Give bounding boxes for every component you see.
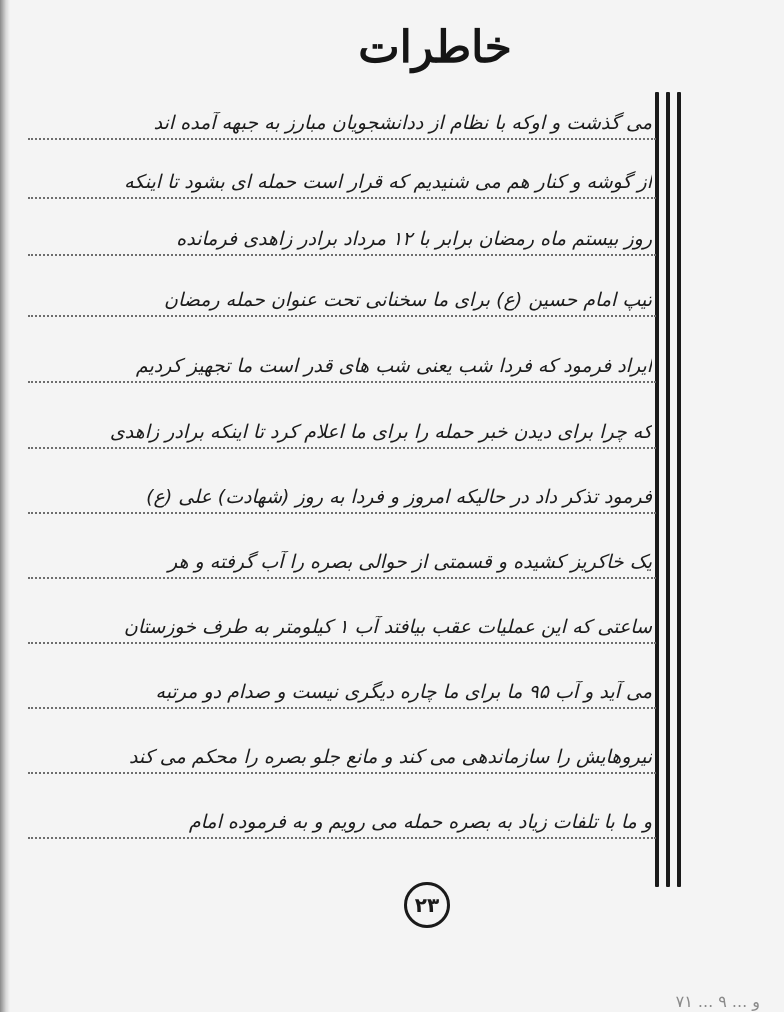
line-text: و ما با تلفات زیاد به بصره حمله می رویم و به فرموده امام xyxy=(188,811,652,833)
margin-rule-3 xyxy=(677,92,681,887)
handwritten-line xyxy=(28,415,656,449)
dotted-rule xyxy=(28,315,656,317)
dotted-rule xyxy=(28,707,656,709)
dotted-rule xyxy=(28,837,656,839)
line-text: که چرا برای دیدن خبر حمله را برای ما اعلام کرد تا اینکه برادر زاهدی xyxy=(109,421,652,443)
handwritten-line xyxy=(28,106,656,140)
margin-rule-2 xyxy=(666,92,670,887)
handwritten-line xyxy=(28,480,656,514)
dotted-rule xyxy=(28,512,656,514)
line-text: از گوشه و کنار هم می شنیدیم که قرار است حمله ای بشود تا اینکه xyxy=(124,171,652,193)
dotted-rule xyxy=(28,642,656,644)
handwritten-line xyxy=(28,740,656,774)
bleed-through-text: و ... ۹ ... ۷۱ xyxy=(675,992,760,1011)
line-text: نیروهایش را سازماندهی می کند و مانع جلو بصره را محکم می کند xyxy=(128,746,652,768)
line-text: روز بیستم ماه رمضان برابر با ۱۲ مرداد برادر زاهدی فرمانده xyxy=(176,228,652,250)
handwritten-line xyxy=(28,805,656,839)
handwritten-line xyxy=(28,283,656,317)
page-number: ۲۳ xyxy=(414,893,440,917)
dotted-rule xyxy=(28,138,656,140)
dotted-rule xyxy=(28,381,656,383)
dotted-rule xyxy=(28,772,656,774)
line-text: می گذشت و اوکه با نظام از ددانشجویان مبارز به جبهه آمده اند xyxy=(153,112,652,134)
line-text: فرمود تذکر داد در حالیکه امروز و فردا به روز (شهادت) علی (ع) xyxy=(146,486,652,508)
handwritten-line xyxy=(28,222,656,256)
handwritten-line xyxy=(28,545,656,579)
dotted-rule xyxy=(28,447,656,449)
dotted-rule xyxy=(28,197,656,199)
line-text: می آید و آب ۹۵ ما برای ما چاره دیگری نیست و صدام دو مرتبه xyxy=(155,681,652,703)
handwritten-line xyxy=(28,610,656,644)
handwritten-line xyxy=(28,165,656,199)
handwritten-line xyxy=(28,675,656,709)
line-text: ایراد فرمود که فردا شب یعنی شب های قدر است ما تجهیز کردیم xyxy=(135,355,652,377)
dotted-rule xyxy=(28,577,656,579)
line-text: یک خاکریز کشیده و قسمتی از حوالی بصره را آب گرفته و هر xyxy=(168,551,652,573)
dotted-rule xyxy=(28,254,656,256)
line-text: تیپ امام حسین (ع) برای ما سخنانی تحت عنوان حمله رمضان xyxy=(164,289,652,311)
page-heading: خاطرات xyxy=(358,22,512,73)
scan-edge-shadow xyxy=(0,0,10,1012)
line-text: ساعتی که این عملیات عقب بیافتد آب ۱ کیلومتر به طرف خوزستان xyxy=(123,616,652,638)
page-number-badge xyxy=(404,882,450,928)
handwritten-line xyxy=(28,349,656,383)
